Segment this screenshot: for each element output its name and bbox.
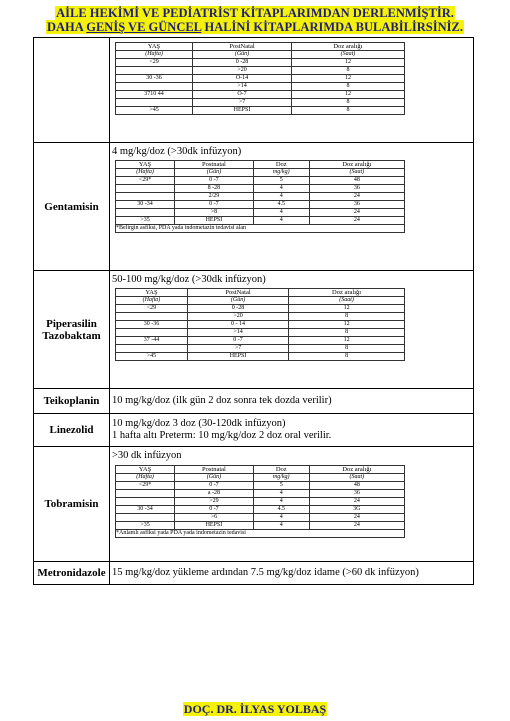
subtable-cell xyxy=(116,313,188,321)
subtable-cell xyxy=(116,209,175,217)
subtable-cell: >45 xyxy=(116,353,188,361)
subtable-subheader-cell: (Gün) xyxy=(193,51,292,59)
dosing-subtable-tobramisin xyxy=(115,465,405,538)
header-line-2-underlined: GENİŞ VE GÜNCEL xyxy=(86,20,202,34)
subtable-row xyxy=(116,59,405,67)
subtable-subheader-cell: (Hafta) xyxy=(116,297,188,305)
subtable-cell: 24 xyxy=(309,522,404,530)
subtable-row xyxy=(116,83,405,91)
subtable-header-cell: Postnatal xyxy=(175,161,254,169)
subtable-row xyxy=(116,107,405,115)
subtable-cell: O-7 xyxy=(193,91,292,99)
subtable-row xyxy=(116,313,405,321)
drug-name-1 xyxy=(34,38,110,143)
subtable-cell: >45 xyxy=(116,107,193,115)
subtable-subheader-row xyxy=(116,51,405,59)
header-line-1 xyxy=(0,6,510,20)
subtable-subheader-row xyxy=(116,297,405,305)
dose-teikoplanin: 10 mg/kg/doz (ilk gün 2 doz sonra tek dozda verilir) xyxy=(112,395,332,406)
header-line-2-post: HALİNİ KİTAPLARIMDA BULABİLİRSİNİZ. xyxy=(201,20,463,34)
subtable-cell: 4 xyxy=(253,185,309,193)
subtable-subheader-cell: mg/kg) xyxy=(253,169,309,177)
subtable-cell: 4 xyxy=(253,217,309,225)
subtable-row xyxy=(116,329,405,337)
drug-name-piperasilin xyxy=(34,271,110,389)
subtable-row xyxy=(116,498,405,506)
subtable-cell: 5 xyxy=(253,482,309,490)
subtable-cell: >20 xyxy=(193,67,292,75)
subtable-row xyxy=(116,75,405,83)
subtable-cell: 48 xyxy=(309,482,404,490)
subtable-cell: >29 xyxy=(175,498,254,506)
dose-gentamisin: 4 mg/kg/doz (>30dk infüzyon) xyxy=(112,146,242,157)
subtable-cell: >7 xyxy=(187,345,288,353)
subtable-cell: 30 -34 xyxy=(116,201,175,209)
dosing-subtable-piperasilin xyxy=(115,288,405,361)
subtable-cell: >20 xyxy=(187,313,288,321)
subtable-cell xyxy=(116,498,175,506)
subtable-cell xyxy=(116,490,175,498)
dose-metronidazole: 15 mg/kg/doz yükleme ardından 7.5 mg/kg/doz idame (>60 dk infüzyon) xyxy=(112,567,419,578)
footer-author-text: DOÇ. DR. İLYAS YOLBAŞ xyxy=(183,702,327,716)
subtable-cell: >35 xyxy=(116,217,175,225)
subtable-cell: 4 xyxy=(253,522,309,530)
subtable-cell: 48 xyxy=(309,177,404,185)
drug-row-linezolid xyxy=(34,414,474,447)
subtable-subheader-cell: mg/kg) xyxy=(253,474,309,482)
subtable-subheader-row xyxy=(116,474,405,482)
subtable-subheader-cell: (Hafta) xyxy=(116,51,193,59)
subtable-cell: >14 xyxy=(187,329,288,337)
drug-cell-piperasilin xyxy=(110,271,474,389)
subtable-header-row xyxy=(116,466,405,474)
subtable-note: *Anlamlı asfiksi yada PDA yada indometazin tedavisi xyxy=(116,530,405,538)
subtable-note-row xyxy=(116,530,405,538)
subtable-cell xyxy=(116,193,175,201)
subtable-cell: 4 xyxy=(253,490,309,498)
subtable-header-cell: YAŞ xyxy=(116,43,193,51)
drug-row-piperasilin xyxy=(34,271,474,389)
subtable-subheader-cell: (Hafta) xyxy=(116,169,175,177)
subtable-subheader-cell: (Gün) xyxy=(175,474,254,482)
subtable-header-cell: Doz xyxy=(253,161,309,169)
subtable-cell: >7 xyxy=(193,99,292,107)
drug-row-teikoplanin xyxy=(34,389,474,414)
subtable-row xyxy=(116,353,405,361)
drug-name-gentamisin: Gentamisin xyxy=(34,143,110,271)
subtable-cell: 8 xyxy=(291,99,404,107)
subtable-cell: O-14 xyxy=(193,75,292,83)
subtable-subheader-row xyxy=(116,169,405,177)
subtable-cell: 36 xyxy=(309,185,404,193)
subtable-header-cell: YAŞ xyxy=(116,466,175,474)
subtable-cell: 30 -36 xyxy=(116,75,193,83)
subtable-header-cell: Doz aralığı xyxy=(291,43,404,51)
subtable-row xyxy=(116,91,405,99)
subtable-subheader-cell: (Hafta) xyxy=(116,474,175,482)
subtable-cell: 0 -7 xyxy=(187,337,288,345)
subtable-cell: >8 xyxy=(175,209,254,217)
subtable-cell: HEPSİ xyxy=(193,107,292,115)
subtable-cell: 0 -7 xyxy=(175,201,254,209)
subtable-row xyxy=(116,305,405,313)
subtable-row xyxy=(116,193,405,201)
drug-cell-teikoplanin xyxy=(110,389,474,414)
header-line-2-pre: DAHA xyxy=(47,20,87,34)
subtable-subheader-cell: (Saat) xyxy=(289,297,405,305)
subtable-cell: 12 xyxy=(291,59,404,67)
header-line-2-text xyxy=(46,20,464,34)
subtable-cell: 12 xyxy=(289,337,405,345)
subtable-subheader-cell: (Saat) xyxy=(309,474,404,482)
subtable-row xyxy=(116,321,405,329)
subtable-cell: 2/29 xyxy=(175,193,254,201)
subtable-cell: 8 xyxy=(289,329,405,337)
subtable-row xyxy=(116,482,405,490)
subtable-row xyxy=(116,177,405,185)
subtable-cell: 12 xyxy=(291,75,404,83)
header-line-2 xyxy=(0,20,510,34)
subtable-cell: 8 xyxy=(291,67,404,75)
subtable-cell: 8 -28 xyxy=(175,185,254,193)
drug-row-metronidazole xyxy=(34,562,474,585)
subtable-cell: 24 xyxy=(309,209,404,217)
subtable-subheader-cell: (Gün) xyxy=(175,169,254,177)
subtable-cell: 36 xyxy=(309,490,404,498)
subtable-header-cell: Doz aralığı xyxy=(289,289,405,297)
subtable-cell: 0 -28 xyxy=(187,305,288,313)
subtable-cell: 12 xyxy=(289,305,405,313)
subtable-cell xyxy=(116,514,175,522)
subtable-cell xyxy=(116,67,193,75)
subtable-cell: 36 xyxy=(309,201,404,209)
subtable-cell: 30 -34 xyxy=(116,506,175,514)
subtable-header-cell: Doz aralığı xyxy=(309,466,404,474)
subtable-header-cell: YAŞ xyxy=(116,289,188,297)
subtable-cell xyxy=(116,345,188,353)
subtable-cell: >35 xyxy=(116,522,175,530)
dose-piperasilin: 50-100 mg/kg/doz (>30dk infüzyon) xyxy=(112,274,266,285)
header-line-1-text: AİLE HEKİMİ VE PEDİATRİST KİTAPLARIMDAN DERLENMİŞTİR. xyxy=(56,6,454,20)
subtable-cell: <29* xyxy=(116,177,175,185)
subtable-header-cell: Postnatal xyxy=(175,466,254,474)
subtable-cell: HEPSİ xyxy=(175,522,254,530)
drug-name-tobramisin: Tobramisin xyxy=(34,447,110,562)
subtable-cell: >14 xyxy=(193,83,292,91)
subtable-cell: 4.5 xyxy=(253,506,309,514)
subtable-cell: 0 -7 xyxy=(175,177,254,185)
subtable-row xyxy=(116,337,405,345)
subtable-row xyxy=(116,345,405,353)
drug-table xyxy=(33,37,474,585)
dosing-subtable-gentamisin xyxy=(115,160,405,233)
subtable-cell: 4 xyxy=(253,514,309,522)
drug-cell-metronidazole xyxy=(110,562,474,585)
subtable-header-cell: PostNatal xyxy=(193,43,292,51)
subtable-row xyxy=(116,490,405,498)
subtable-cell: 4 xyxy=(253,193,309,201)
subtable-cell: 24 xyxy=(309,193,404,201)
drug-cell-gentamisin xyxy=(110,143,474,271)
subtable-cell: 3710 44 xyxy=(116,91,193,99)
subtable-cell: 0 -7 xyxy=(175,482,254,490)
drug-name-linezolid: Linezolid xyxy=(34,414,110,447)
subtable-header-row xyxy=(116,161,405,169)
subtable-subheader-cell: (Saat) xyxy=(291,51,404,59)
subtable-cell: 30 -36 xyxy=(116,321,188,329)
subtable-cell xyxy=(116,99,193,107)
drug-row-tobramisin xyxy=(34,447,474,562)
subtable-cell: 8 xyxy=(289,353,405,361)
subtable-header-cell: Doz xyxy=(253,466,309,474)
subtable-cell: <29 xyxy=(116,59,193,67)
subtable-row xyxy=(116,185,405,193)
drug-cell-linezolid xyxy=(110,414,474,447)
dose-linezolid-preterm: 1 hafta altı Preterm: 10 mg/kg/doz 2 doz oral verilir. xyxy=(112,430,332,441)
subtable-cell: >6 xyxy=(175,514,254,522)
subtable-cell: 4 xyxy=(253,209,309,217)
drug-name-metronidazole: Metronidazole xyxy=(34,562,110,585)
subtable-row xyxy=(116,522,405,530)
dose-tobramisin: >30 dk infüzyon xyxy=(112,450,182,461)
subtable-row xyxy=(116,506,405,514)
drug-row-gentamisin xyxy=(34,143,474,271)
subtable-cell: <29* xyxy=(116,482,175,490)
subtable-cell: 24 xyxy=(309,498,404,506)
drug-name-piperasilin-text: Piperasilin Tazobaktam xyxy=(42,317,101,342)
footer-author xyxy=(0,702,510,717)
subtable-cell xyxy=(116,185,175,193)
subtable-cell xyxy=(116,83,193,91)
subtable-row xyxy=(116,209,405,217)
subtable-cell: <29 xyxy=(116,305,188,313)
subtable-row xyxy=(116,217,405,225)
subtable-row xyxy=(116,514,405,522)
subtable-row xyxy=(116,201,405,209)
subtable-cell: 8 xyxy=(291,107,404,115)
subtable-row xyxy=(116,67,405,75)
subtable-cell: 8 xyxy=(291,83,404,91)
subtable-cell: 0 - 14 xyxy=(187,321,288,329)
subtable-subheader-cell: (Gün) xyxy=(187,297,288,305)
subtable-cell: 24 xyxy=(309,217,404,225)
subtable-row xyxy=(116,99,405,107)
subtable-cell: 0 -7 xyxy=(175,506,254,514)
subtable-header-cell: Doz aralığı xyxy=(309,161,404,169)
subtable-cell: HEPSİ xyxy=(187,353,288,361)
subtable-cell: 4 xyxy=(253,498,309,506)
subtable-cell: 8 xyxy=(289,313,405,321)
drug-cell-1 xyxy=(110,38,474,143)
drug-cell-tobramisin xyxy=(110,447,474,562)
dosing-subtable-1 xyxy=(115,42,405,115)
subtable-header-row xyxy=(116,43,405,51)
subtable-cell: 4.5 xyxy=(253,201,309,209)
subtable-header-cell: YAŞ xyxy=(116,161,175,169)
subtable-header-cell: PostNatal xyxy=(187,289,288,297)
subtable-cell: 24 xyxy=(309,514,404,522)
subtable-cell: 37 -44 xyxy=(116,337,188,345)
subtable-note: *Belirgin asfiksi, PDA yada indometazin tedavisi alan xyxy=(116,225,405,233)
subtable-cell: 8 xyxy=(289,345,405,353)
drug-name-teikoplanin: Teikoplanin xyxy=(34,389,110,414)
dose-linezolid: 10 mg/kg/doz 3 doz (30-120dk infüzyon) xyxy=(112,418,286,429)
subtable-header-row xyxy=(116,289,405,297)
subtable-cell: 12 xyxy=(289,321,405,329)
subtable-cell xyxy=(116,329,188,337)
subtable-cell: 5 xyxy=(253,177,309,185)
subtable-cell: 3G xyxy=(309,506,404,514)
subtable-note-row xyxy=(116,225,405,233)
subtable-cell: 0 -28 xyxy=(193,59,292,67)
subtable-cell: a -28 xyxy=(175,490,254,498)
subtable-subheader-cell: (Saat) xyxy=(309,169,404,177)
drug-row-1 xyxy=(34,38,474,143)
subtable-cell: 12 xyxy=(291,91,404,99)
subtable-cell: HEPSI xyxy=(175,217,254,225)
